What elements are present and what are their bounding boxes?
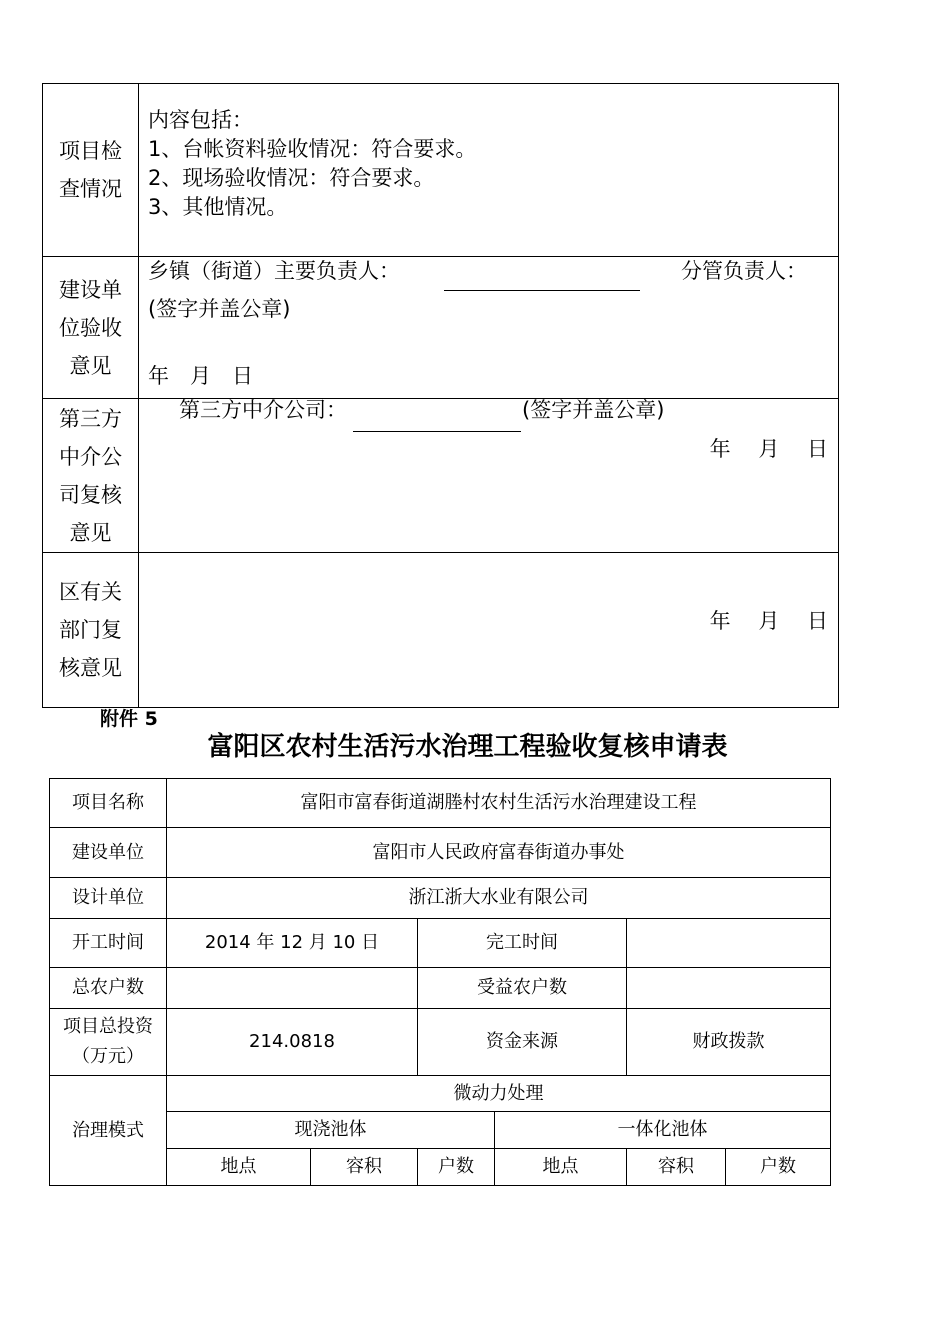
third-party-label-cell xyxy=(43,399,139,553)
builder-unit-value: 富阳市人民政府富春街道办事处 xyxy=(167,828,831,878)
application-form xyxy=(49,778,831,1186)
third-party-sign-note: (签字并盖公章) xyxy=(522,398,665,422)
mode-value: 微动力处理 xyxy=(167,1076,831,1112)
designer-value: 浙江浙大水业有限公司 xyxy=(167,878,831,919)
beneficiary-label: 受益农户数 xyxy=(418,968,627,1009)
cast-label: 现浇池体 xyxy=(167,1112,495,1149)
review-table xyxy=(42,83,839,708)
col-volume-integrated: 容积 xyxy=(627,1149,726,1186)
beneficiary-value xyxy=(627,968,831,1009)
designer-label: 设计单位 xyxy=(50,878,167,919)
builder-deputy-label: 分管负责人： xyxy=(681,259,807,283)
funding-value: 财政拨款 xyxy=(627,1009,831,1076)
check-item-2: 2、现场验收情况：符合要求。 xyxy=(148,166,435,190)
col-volume-cast: 容积 xyxy=(311,1149,418,1186)
households-value xyxy=(167,968,418,1009)
investment-label: 项目总投资（万元） xyxy=(50,1009,167,1076)
form-title: 富阳区农村生活污水治理工程验收复核申请表 xyxy=(207,732,728,762)
funding-label: 资金来源 xyxy=(418,1009,627,1076)
check-intro: 内容包括： xyxy=(148,108,253,132)
third-party-date: 年 月 日 xyxy=(709,437,828,461)
start-time-value: 2014 年 12 月 10 日 xyxy=(167,919,418,968)
integrated-label: 一体化池体 xyxy=(495,1112,831,1149)
builder-sign-note: (签字并盖公章) xyxy=(148,297,291,321)
check-item-1: 1、台帐资料验收情况：符合要求。 xyxy=(148,137,477,161)
company-signature-line xyxy=(353,431,521,432)
builder-label: 建设单位验收意见 xyxy=(59,277,122,378)
district-date: 年 月 日 xyxy=(709,609,828,633)
col-households-cast: 户数 xyxy=(418,1149,495,1186)
check-item-3: 3、其他情况。 xyxy=(148,195,288,219)
project-name-value: 富阳市富春街道湖塍村农村生活污水治理建设工程 xyxy=(167,779,831,828)
builder-label-cell xyxy=(43,257,139,399)
leader-signature-line xyxy=(444,290,640,291)
finish-time-label: 完工时间 xyxy=(418,919,627,968)
check-label: 项目检查情况 xyxy=(59,139,122,201)
col-households-integrated: 户数 xyxy=(726,1149,831,1186)
district-content-cell xyxy=(139,553,839,708)
attachment-label: 附件 5 xyxy=(100,708,158,730)
third-party-company-label: 第三方中介公司： xyxy=(179,398,347,422)
check-label-cell xyxy=(43,84,139,257)
third-party-label: 第三方中介公司复核意见 xyxy=(59,406,122,545)
builder-leader-label: 乡镇（街道）主要负责人： xyxy=(148,259,400,283)
col-location-cast: 地点 xyxy=(167,1149,311,1186)
builder-content-cell xyxy=(139,257,839,399)
start-time-label: 开工时间 xyxy=(50,919,167,968)
third-party-content-cell xyxy=(139,399,839,553)
builder-unit-label: 建设单位 xyxy=(50,828,167,878)
mode-label: 治理模式 xyxy=(50,1076,167,1186)
finish-time-value xyxy=(627,919,831,968)
district-label-cell xyxy=(43,553,139,708)
check-content-cell xyxy=(139,84,839,257)
col-location-integrated: 地点 xyxy=(495,1149,627,1186)
households-label: 总农户数 xyxy=(50,968,167,1009)
investment-value: 214.0818 xyxy=(167,1009,418,1076)
project-name-label: 项目名称 xyxy=(50,779,167,828)
district-label: 区有关部门复核意见 xyxy=(59,580,122,680)
builder-date: 年 月 日 xyxy=(148,364,253,388)
